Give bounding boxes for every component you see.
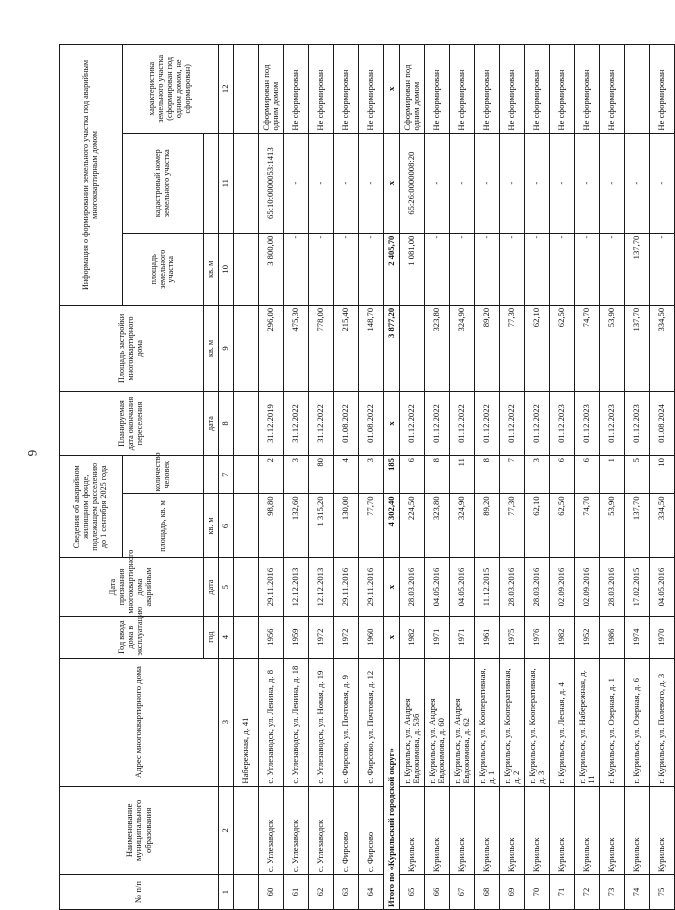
total-year: х	[384, 616, 400, 658]
row-address: г. Курильск, ул. Озерная, д. 1	[600, 658, 625, 786]
row-municipality: с. Фирсово	[359, 786, 384, 874]
row-recognition-date: 04.05.2016	[450, 558, 475, 616]
row-people: 11	[450, 456, 475, 494]
row-municipality: Курильск	[550, 786, 575, 874]
row-people: 80	[309, 456, 334, 494]
row-land-status	[234, 45, 259, 134]
row-people	[234, 456, 259, 494]
row-cadastral: -	[625, 133, 650, 233]
row-recognition-date: 28.03.2016	[600, 558, 625, 616]
row-cadastral: -	[359, 133, 384, 233]
row-cadastral: -	[600, 133, 625, 233]
row-number: 68	[475, 875, 500, 910]
row-number	[234, 875, 259, 910]
rotated-table-wrapper	[59, 44, 667, 910]
row-recognition-date: 29.11.2016	[359, 558, 384, 616]
row-planned-date: 01.12.2022	[500, 392, 525, 456]
table-row	[400, 45, 425, 910]
row-people: 7	[500, 456, 525, 494]
row-cadastral: -	[309, 133, 334, 233]
row-address: г. Курильск, ул. Андрея Евдокимова, д. 60	[425, 658, 450, 786]
row-recognition-date: 28.03.2016	[500, 558, 525, 616]
row-number: 69	[500, 875, 525, 910]
table-row	[284, 45, 309, 910]
unit-kvm-area: кв. м	[204, 494, 219, 558]
row-address: с. Углезаводск, ул. Ленина, д. 18	[284, 658, 309, 786]
row-land-status: Не сформирован	[525, 45, 550, 134]
unit-kvm-land: кв. м	[204, 233, 219, 305]
row-cadastral: -	[284, 133, 309, 233]
total-building-area: 3 877,20	[384, 305, 400, 391]
row-land-status: Не сформирован	[475, 45, 500, 134]
header-planned-date: Планируемая дата окончания переселения	[60, 392, 204, 456]
row-planned-date: 01.12.2022	[425, 392, 450, 456]
row-address: Набережная, д. 41	[234, 658, 259, 786]
row-address: г. Курильск, ул. Набережная, д. 11	[575, 658, 600, 786]
header-sub-people: количество человек	[123, 456, 204, 494]
row-recognition-date: 29.11.2016	[259, 558, 284, 616]
row-land-status	[625, 45, 650, 134]
row-number: 74	[625, 875, 650, 910]
row-area: 324,90	[450, 494, 475, 558]
row-people: 3	[359, 456, 384, 494]
table-body-top	[234, 45, 384, 910]
row-land-status: Не сформирован	[575, 45, 600, 134]
row-cadastral: -	[525, 133, 550, 233]
row-recognition-date: 28.03.2016	[400, 558, 425, 616]
row-cadastral: -	[575, 133, 600, 233]
row-planned-date: 31.12.2022	[309, 392, 334, 456]
row-land-status: Не сформирован	[650, 45, 675, 134]
row-land-status: Не сформирован	[425, 45, 450, 134]
column-number: 8	[219, 392, 234, 456]
row-planned-date	[234, 392, 259, 456]
row-number: 61	[284, 875, 309, 910]
row-building-area: 62,50	[550, 305, 575, 391]
row-number: 67	[450, 875, 475, 910]
row-address: с. Углезаводск, ул. Новая, д. 19	[309, 658, 334, 786]
column-number: 3	[219, 658, 234, 786]
table-row	[450, 45, 475, 910]
row-building-area: 62,10	[525, 305, 550, 391]
unit-kvm-building: кв. м	[204, 305, 219, 391]
row-year: 1961	[475, 616, 500, 658]
row-area: 1 315,20	[309, 494, 334, 558]
row-land-status: Сформирован под одним домом	[400, 45, 425, 134]
header-land-info: Информация о формировании земельного участка под аварийным многоквартирным домом	[60, 45, 123, 306]
row-cadastral: -	[425, 133, 450, 233]
row-land-area: -	[575, 233, 600, 305]
row-area: 53,90	[600, 494, 625, 558]
row-municipality: с. Углезаводск	[309, 786, 334, 874]
row-building-area: 778,00	[309, 305, 334, 391]
row-building-area: 148,70	[359, 305, 384, 391]
row-planned-date: 01.08.2022	[334, 392, 359, 456]
row-municipality: Курильск	[600, 786, 625, 874]
row-building-area: 53,90	[600, 305, 625, 391]
row-number: 75	[650, 875, 675, 910]
unit-date: дата	[204, 558, 219, 616]
column-number: 1	[219, 875, 234, 910]
column-number: 5	[219, 558, 234, 616]
table-row	[475, 45, 500, 910]
row-planned-date: 01.12.2022	[400, 392, 425, 456]
header-sub-land-status: характеристика земельного участка (сформирован под одним домом, не сформирован)	[123, 45, 219, 134]
row-recognition-date: 28.03.2016	[525, 558, 550, 616]
row-people: 1	[600, 456, 625, 494]
row-planned-date: 31.12.2022	[284, 392, 309, 456]
row-land-area: -	[500, 233, 525, 305]
row-municipality: Курильск	[475, 786, 500, 874]
row-recognition-date: 04.05.2016	[425, 558, 450, 616]
row-people: 8	[425, 456, 450, 494]
table-row	[334, 45, 359, 910]
row-address: г. Курильск, ул. Полевого, д. 3	[650, 658, 675, 786]
total-row	[384, 45, 400, 910]
column-number: 12	[219, 45, 234, 134]
row-number: 63	[334, 875, 359, 910]
table-row	[600, 45, 625, 910]
row-cadastral: -	[450, 133, 475, 233]
row-building-area: 296,00	[259, 305, 284, 391]
row-recognition-date: 02.09.2016	[575, 558, 600, 616]
row-land-area: -	[309, 233, 334, 305]
row-area: 137,70	[625, 494, 650, 558]
page-number: 6	[25, 449, 40, 457]
row-land-status: Не сформирован	[550, 45, 575, 134]
row-planned-date: 01.12.2023	[550, 392, 575, 456]
row-municipality: Курильск	[500, 786, 525, 874]
header-emergency-info: Сведения об аварийном жилищном фонде, подлежащем расселению до 1 сентября 2025 года	[60, 456, 123, 558]
header-sub-cadastral: кадастровый номер земельного участка	[123, 133, 204, 233]
row-address: с. Фирсово, ул. Почтовая, д. 12	[359, 658, 384, 786]
row-area: 74,70	[575, 494, 600, 558]
row-number: 66	[425, 875, 450, 910]
row-area: 334,50	[650, 494, 675, 558]
row-building-area: 324,90	[450, 305, 475, 391]
row-municipality: с. Углезаводск	[259, 786, 284, 874]
row-municipality: Курильск	[525, 786, 550, 874]
row-planned-date: 01.12.2023	[600, 392, 625, 456]
header-building-area: Площадь застройки многоквартирного дома	[60, 305, 204, 391]
row-year: 1971	[425, 616, 450, 658]
row-land-status: Не сформирован	[334, 45, 359, 134]
row-people: 5	[625, 456, 650, 494]
row-number: 73	[600, 875, 625, 910]
row-year: 1971	[450, 616, 475, 658]
row-planned-date: 01.08.2022	[359, 392, 384, 456]
total-date: х	[384, 558, 400, 616]
total-land-status: х	[384, 45, 400, 134]
unit-people-empty	[204, 456, 219, 494]
row-municipality: Курильск	[575, 786, 600, 874]
row-land-area: -	[359, 233, 384, 305]
unit-year: год	[204, 616, 219, 658]
row-recognition-date: 29.11.2016	[334, 558, 359, 616]
row-building-area: 77,30	[500, 305, 525, 391]
table-body-total	[384, 45, 400, 910]
row-number: 60	[259, 875, 284, 910]
row-address: с. Фирсово, ул. Почтовая, д. 9	[334, 658, 359, 786]
header-sub-land-area: площадь земельного участка	[123, 233, 204, 305]
row-year: 1952	[575, 616, 600, 658]
header-year: Год ввода дома в эксплуатацию	[60, 616, 204, 658]
row-address: г. Курильск, ул. Андрея Евдокимова, д. 53б	[400, 658, 425, 786]
row-land-status: Не сформирован	[450, 45, 475, 134]
column-number: 10	[219, 233, 234, 305]
row-municipality: с. Фирсово	[334, 786, 359, 874]
table-body-bottom	[400, 45, 675, 910]
column-number: 9	[219, 305, 234, 391]
row-recognition-date: 17.02.2015	[625, 558, 650, 616]
row-year: 1976	[525, 616, 550, 658]
row-planned-date: 01.12.2022	[450, 392, 475, 456]
row-address: г. Курильск, ул. Кооперативная, д. 1	[475, 658, 500, 786]
row-land-area: -	[284, 233, 309, 305]
table-row	[500, 45, 525, 910]
row-land-status: Не сформирован	[309, 45, 334, 134]
row-municipality: с. Углезаводск	[284, 786, 309, 874]
row-year: 1972	[309, 616, 334, 658]
column-number-row	[219, 45, 234, 910]
row-land-status: Не сформирован	[359, 45, 384, 134]
row-municipality: Курильск	[450, 786, 475, 874]
row-number: 62	[309, 875, 334, 910]
row-land-area: -	[600, 233, 625, 305]
column-number: 11	[219, 133, 234, 233]
row-cadastral: -	[650, 133, 675, 233]
row-area: 130,00	[334, 494, 359, 558]
row-municipality: Курильск	[400, 786, 425, 874]
row-year: 1974	[625, 616, 650, 658]
row-address: г. Курильск, ул. Кооперативная, д. 3	[525, 658, 550, 786]
table-row	[359, 45, 384, 910]
row-land-status: Не сформирован	[600, 45, 625, 134]
row-cadastral	[234, 133, 259, 233]
row-cadastral: -	[500, 133, 525, 233]
table-row	[234, 45, 259, 910]
row-land-area: -	[425, 233, 450, 305]
row-municipality	[234, 786, 259, 874]
row-cadastral: -	[550, 133, 575, 233]
row-planned-date: 01.12.2022	[525, 392, 550, 456]
row-building-area: 137,70	[625, 305, 650, 391]
row-land-area: -	[650, 233, 675, 305]
row-address: г. Курильск, ул. Озерная, д. 6	[625, 658, 650, 786]
row-year: 1959	[284, 616, 309, 658]
table-row	[425, 45, 450, 910]
row-number: 72	[575, 875, 600, 910]
table-row	[525, 45, 550, 910]
row-land-status: Не сформирован	[500, 45, 525, 134]
row-people: 3	[525, 456, 550, 494]
row-number: 71	[550, 875, 575, 910]
column-number: 2	[219, 786, 234, 874]
row-area: 132,60	[284, 494, 309, 558]
row-area: 77,70	[359, 494, 384, 558]
row-area: 323,80	[425, 494, 450, 558]
row-people: 10	[650, 456, 675, 494]
header-municipality: Наименование муниципального образования	[60, 786, 219, 874]
row-address: г. Курильск, ул. Кооперативная, д. 2	[500, 658, 525, 786]
row-municipality: Курильск	[650, 786, 675, 874]
row-cadastral: -	[334, 133, 359, 233]
row-year: 1956	[259, 616, 284, 658]
row-number: 65	[400, 875, 425, 910]
row-year: 1982	[550, 616, 575, 658]
row-area: 62,10	[525, 494, 550, 558]
row-year	[234, 616, 259, 658]
row-building-area	[234, 305, 259, 391]
row-area: 89,20	[475, 494, 500, 558]
row-number: 64	[359, 875, 384, 910]
row-land-area: -	[475, 233, 500, 305]
row-planned-date: 01.12.2023	[625, 392, 650, 456]
row-people: 6	[400, 456, 425, 494]
row-year: 1982	[400, 616, 425, 658]
row-land-status: Не сформирован	[284, 45, 309, 134]
total-area: 4 302,40	[384, 494, 400, 558]
total-planned: х	[384, 392, 400, 456]
row-municipality: Курильск	[625, 786, 650, 874]
row-building-area: 475,30	[284, 305, 309, 391]
row-year: 1986	[600, 616, 625, 658]
row-recognition-date: 11.12.2015	[475, 558, 500, 616]
row-area: 62,50	[550, 494, 575, 558]
row-cadastral: 65:26:0000008:20	[400, 133, 425, 233]
row-people: 6	[550, 456, 575, 494]
emergency-housing-table	[59, 44, 675, 910]
row-year: 1960	[359, 616, 384, 658]
header-address: Адрес многоквартирного дома	[60, 658, 219, 786]
row-recognition-date: 04.05.2016	[650, 558, 675, 616]
row-building-area: 89,20	[475, 305, 500, 391]
row-area: 77,30	[500, 494, 525, 558]
row-cadastral: -	[475, 133, 500, 233]
row-planned-date: 31.12.2019	[259, 392, 284, 456]
row-building-area	[400, 305, 425, 391]
row-land-area: -	[450, 233, 475, 305]
row-people: 3	[284, 456, 309, 494]
row-land-area: 137,70	[625, 233, 650, 305]
row-address: с. Углезаводск, ул. Ленина, д. 8	[259, 658, 284, 786]
row-address: г. Курильск, ул. Андрея Евдокимова, д. 62	[450, 658, 475, 786]
row-area: 98,80	[259, 494, 284, 558]
table-row	[650, 45, 675, 910]
table-row	[575, 45, 600, 910]
row-planned-date: 01.12.2023	[575, 392, 600, 456]
row-building-area: 215,40	[334, 305, 359, 391]
row-planned-date: 01.08.2024	[650, 392, 675, 456]
row-land-area	[234, 233, 259, 305]
total-cadastral: х	[384, 133, 400, 233]
header-no: № п/п	[60, 875, 219, 910]
row-land-area: 3 800,00	[259, 233, 284, 305]
column-number: 7	[219, 456, 234, 494]
row-year: 1975	[500, 616, 525, 658]
row-people: 8	[475, 456, 500, 494]
row-area: 224,50	[400, 494, 425, 558]
total-people: 185	[384, 456, 400, 494]
row-year: 1972	[334, 616, 359, 658]
row-municipality: Курильск	[425, 786, 450, 874]
row-land-area: -	[334, 233, 359, 305]
row-land-status: Сформирован под одним домом	[259, 45, 284, 134]
row-land-area: -	[550, 233, 575, 305]
row-people: 4	[334, 456, 359, 494]
unit-cadastral-empty	[204, 133, 219, 233]
row-building-area: 323,80	[425, 305, 450, 391]
row-cadastral: 65:10:0000053:1413	[259, 133, 284, 233]
row-building-area: 334,50	[650, 305, 675, 391]
unit-date-planned: дата	[204, 392, 219, 456]
row-area	[234, 494, 259, 558]
table-row	[309, 45, 334, 910]
header-recognition-date: Дата признания многоквартирного дома аварийным	[60, 558, 204, 616]
row-land-area: -	[525, 233, 550, 305]
row-recognition-date: 12.12.2013	[309, 558, 334, 616]
row-number: 70	[525, 875, 550, 910]
row-planned-date: 01.12.2022	[475, 392, 500, 456]
row-building-area: 74,70	[575, 305, 600, 391]
column-number: 6	[219, 494, 234, 558]
total-land-area: 2 405,70	[384, 233, 400, 305]
row-people: 6	[575, 456, 600, 494]
row-people: 2	[259, 456, 284, 494]
row-year: 1970	[650, 616, 675, 658]
row-land-area: 1 081,00	[400, 233, 425, 305]
total-label: Итого по «Курильский городской округ»	[384, 658, 400, 909]
row-recognition-date	[234, 558, 259, 616]
header-sub-area: площадь, кв. м	[123, 494, 204, 558]
row-recognition-date: 02.09.2016	[550, 558, 575, 616]
table-row	[550, 45, 575, 910]
column-number: 4	[219, 616, 234, 658]
row-recognition-date: 12.12.2013	[284, 558, 309, 616]
table-row	[625, 45, 650, 910]
table-row	[259, 45, 284, 910]
row-address: г. Курильск, ул. Лесная, д. 4	[550, 658, 575, 786]
